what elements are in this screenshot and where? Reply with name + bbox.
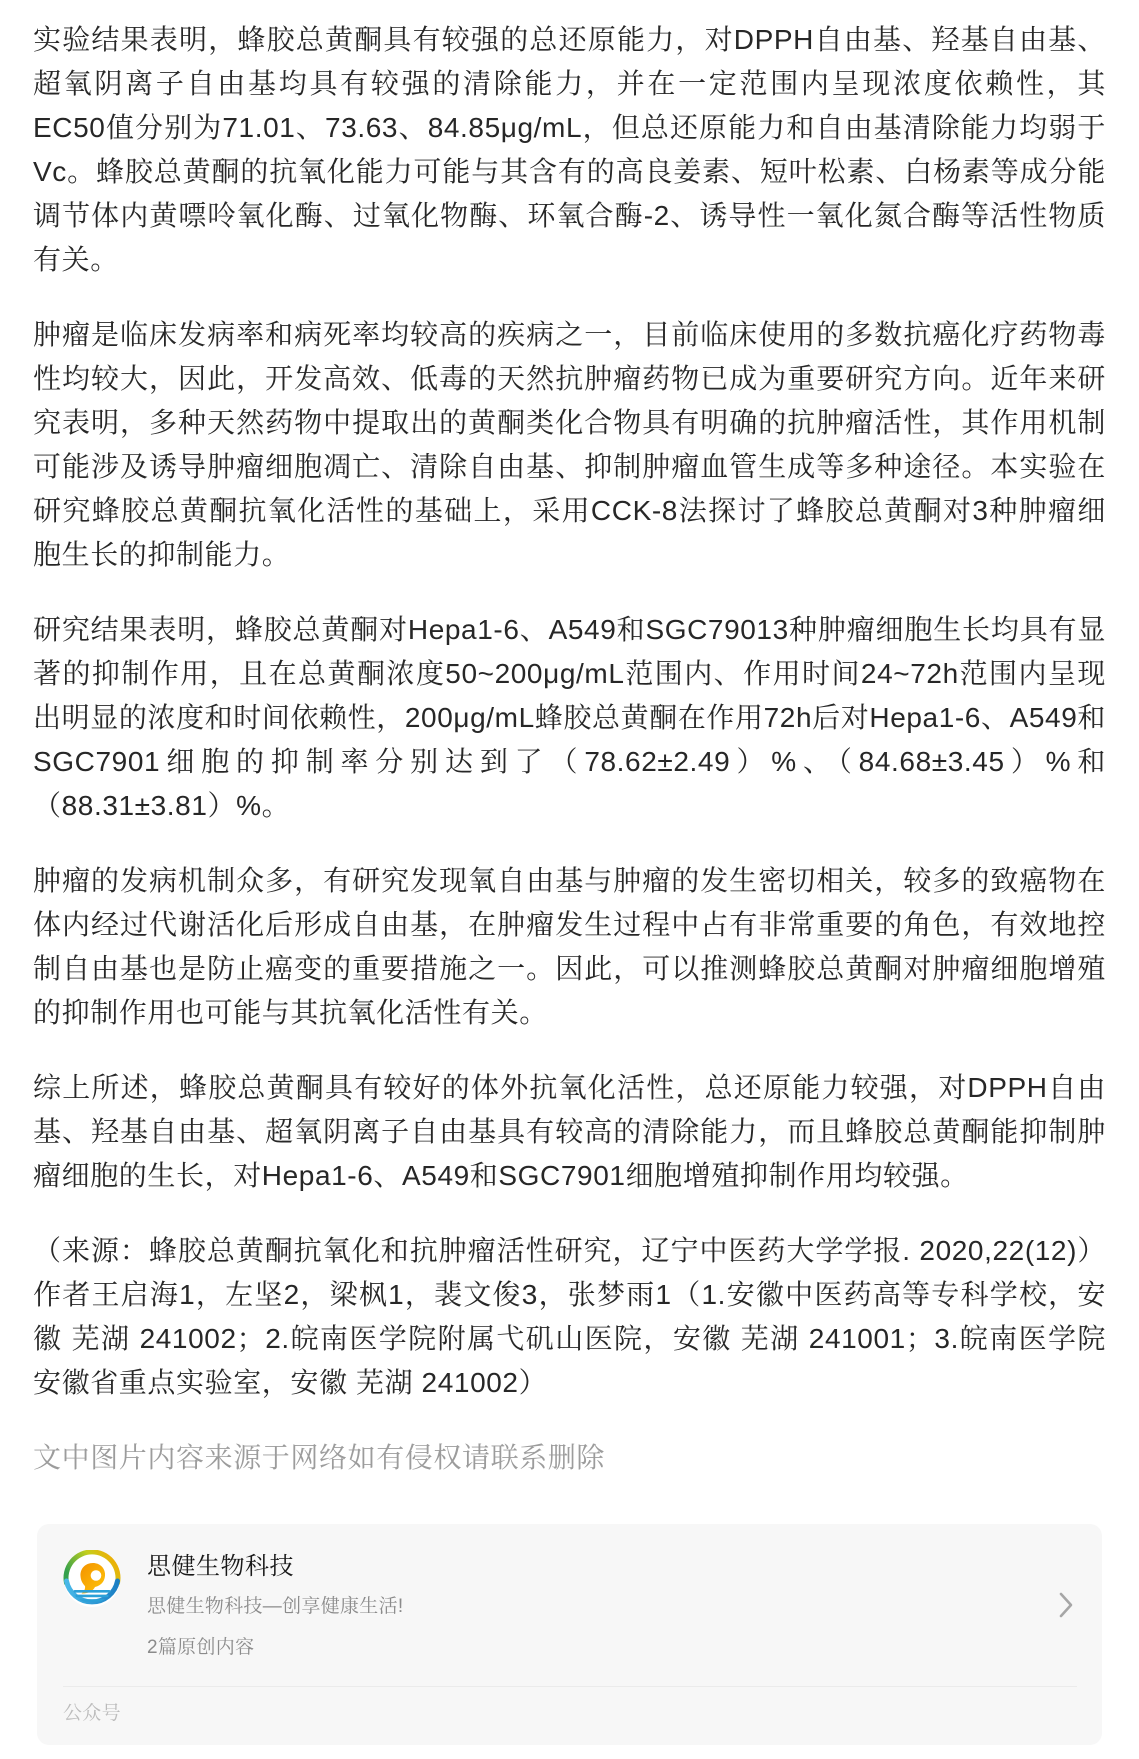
official-account-card[interactable] <box>37 1524 1102 1745</box>
paragraph-inhibition-results: 研究结果表明，蜂胶总黄酮对Hepa1-6、A549和SGC79013种肿瘤细胞生长均具有显著的抑制作用，且在总黄酮浓度50~200μg/mL范围内、作用时间24~72h范围内呈现出明显的浓度和时间依赖性，200μg/mL蜂胶总黄酮在作用72h后对Hepa1-6、A549和SGC7901细胞的抑制率分别达到了（78.62±2.49）%、（84.68±3.45）%和（88.31±3.81）%。 <box>33 614 1106 821</box>
account-card-main <box>37 1550 1102 1660</box>
paragraph-tumor-background: 肿瘤是临床发病率和病死率均较高的疾病之一，目前临床使用的多数抗癌化疗药物毒性均较大，因此，开发高效、低毒的天然抗肿瘤药物已成为重要研究方向。近年来研究表明，多种天然药物中提取出的黄酮类化合物具有明确的抗肿瘤活性，其作用机制可能涉及诱导肿瘤细胞凋亡、清除自由基、抑制肿瘤血管生成等多种途径。本实验在研究蜂胶总黄酮抗氧化活性的基础上，采用CCK-8法探讨了蜂胶总黄酮对3种肿瘤细胞生长的抑制能力。 <box>33 319 1106 570</box>
account-logo-icon <box>63 1550 121 1608</box>
paragraph-mechanism: 肿瘤的发病机制众多，有研究发现氧自由基与肿瘤的发生密切相关，较多的致癌物在体内经过代谢活化后形成自由基，在肿瘤发生过程中占有非常重要的角色，有效地控制自由基也是防止癌变的重要措施之一。因此，可以推测蜂胶总黄酮对肿瘤细胞增殖的抑制作用也可能与其抗氧化活性有关。 <box>33 865 1106 1028</box>
paragraph-conclusion: 综上所述，蜂胶总黄酮具有较好的体外抗氧化活性，总还原能力较强，对DPPH自由基、羟基自由基、超氧阴离子自由基具有较高的清除能力，而且蜂胶总黄酮能抑制肿瘤细胞的生长，对Hepa1-6、A549和SGC7901细胞增殖抑制作用均较强。 <box>33 1072 1106 1191</box>
account-name: 思健生物科技 <box>147 1553 294 1580</box>
paragraph-antioxidant-results: 实验结果表明，蜂胶总黄酮具有较强的总还原能力，对DPPH自由基、羟基自由基、超氧阴离子自由基均具有较强的清除能力，并在一定范围内呈现浓度依赖性，其EC50值分别为71.01、73.63、84.85μg/mL，但总还原能力和自由基清除能力均弱于Vc。蜂胶总黄酮的抗氧化能力可能与其含有的高良姜素、短叶松素、白杨素等成分能调节体内黄嘌呤氧化酶、过氧化物酶、环氧合酶-2、诱导性一氧化氮合酶等活性物质有关。 <box>33 24 1106 275</box>
original-content-count: 2篇原创内容 <box>147 1637 255 1658</box>
paragraph-source-citation: （来源：蜂胶总黄酮抗氧化和抗肿瘤活性研究，辽宁中医药大学学报. 2020,22(12)）作者王启海1，左坚2，梁枫1，裴文俊3，张梦雨1（1.安徽中医药高等专科学校，安徽 芜湖 241002；2.皖南医学院附属弋矶山医院，安徽 芜湖 241001；3.皖南医学院安徽省重点实验室，安徽 芜湖 241002） <box>33 1235 1106 1398</box>
image-source-disclaimer: 文中图片内容来源于网络如有侵权请联系删除 <box>33 1442 606 1473</box>
account-type-label: 公众号 <box>63 1703 121 1724</box>
chevron-right-icon <box>1058 1591 1074 1619</box>
account-info <box>147 1550 403 1660</box>
account-description: 思健生物科技—创享健康生活! <box>147 1596 404 1617</box>
